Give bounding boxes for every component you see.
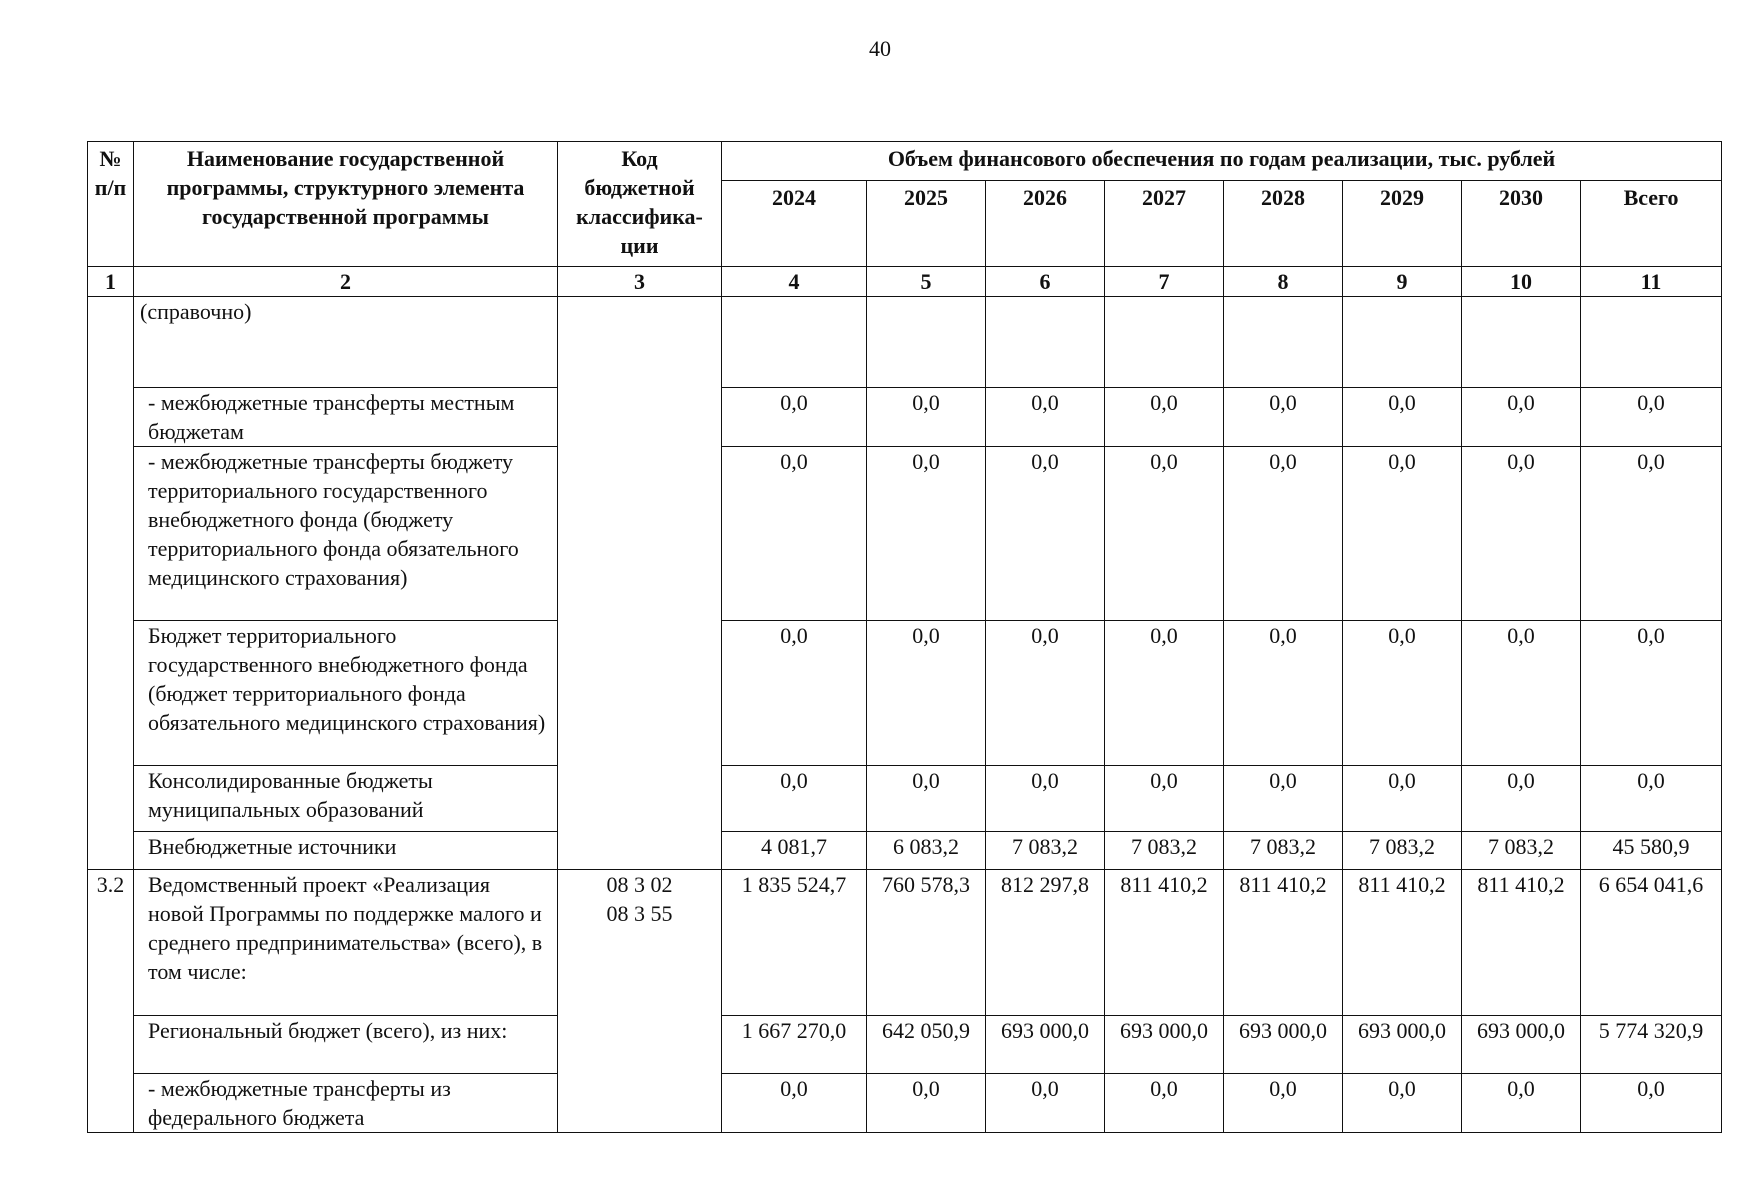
value-cell: 6 654 041,6 [1581,870,1722,1016]
table-row [88,1016,1722,1074]
value-cell: 7 083,2 [1105,832,1224,870]
value-cell: 693 000,0 [1224,1016,1343,1074]
header-year: 2025 [867,181,986,267]
table-row [88,870,1722,1016]
value-cell: 0,0 [1462,447,1581,621]
value-cell: 0,0 [722,447,867,621]
value-cell: 0,0 [1105,766,1224,832]
value-cell: 811 410,2 [1462,870,1581,1016]
value-cell: 0,0 [1581,621,1722,766]
value-cell: 0,0 [867,1074,986,1133]
value-cell: 0,0 [1224,388,1343,447]
value-cell: 0,0 [722,766,867,832]
value-cell: 0,0 [1581,388,1722,447]
value-cell: 0,0 [1462,388,1581,447]
value-cell: 0,0 [722,1074,867,1133]
value-cell: 0,0 [867,621,986,766]
header-col-code: Код бюджетной классифика-ции [558,142,722,267]
value-cell: 0,0 [722,621,867,766]
column-number: 6 [986,267,1105,297]
budget-code: 08 3 02 [606,872,673,898]
table-row [88,766,1722,832]
header-year: 2027 [1105,181,1224,267]
value-cell: 760 578,3 [867,870,986,1016]
value-cell [722,297,867,388]
row-name: Внебюджетные источники [134,832,558,870]
header-row [88,142,1722,181]
value-cell: 0,0 [1343,388,1462,447]
value-cell: 0,0 [1462,766,1581,832]
value-cell [1343,297,1462,388]
table-row [88,388,1722,447]
header-year: 2029 [1343,181,1462,267]
value-cell: 0,0 [986,388,1105,447]
value-cell: 693 000,0 [1462,1016,1581,1074]
page-number: 40 [869,36,891,61]
value-cell: 0,0 [1462,621,1581,766]
value-cell [1581,297,1722,388]
row-name: Ведомственный проект «Реализация новой Программы по поддержке малого и среднего предпринимательства» (всего), в том числе: [134,870,558,1016]
header-year: 2026 [986,181,1105,267]
header-year: 2024 [722,181,867,267]
value-cell: 7 083,2 [1462,832,1581,870]
value-cell: 811 410,2 [1105,870,1224,1016]
table-row [88,297,1722,388]
budget-code: 08 3 55 [606,901,673,927]
value-cell: 7 083,2 [986,832,1105,870]
value-cell: 811 410,2 [1224,870,1343,1016]
row-name: - межбюджетные трансферты бюджету территориального государственного внебюджетного фонда (бюджету территориального фонда обязательного медицинского страхования) [134,447,558,621]
value-cell: 0,0 [1105,621,1224,766]
table-row [88,1074,1722,1133]
value-cell [1224,297,1343,388]
value-cell: 0,0 [1581,1074,1722,1133]
column-number: 4 [722,267,867,297]
value-cell: 0,0 [867,766,986,832]
value-cell: 0,0 [1343,1074,1462,1133]
table-row [88,621,1722,766]
value-cell: 812 297,8 [986,870,1105,1016]
row-name: Консолидированные бюджеты муниципальных образований [134,766,558,832]
header-col-name: Наименование государственной программы, структурного элемента государственной программы [134,142,558,267]
value-cell: 642 050,9 [867,1016,986,1074]
row-name: Региональный бюджет (всего), из них: [134,1016,558,1074]
value-cell: 7 083,2 [1224,832,1343,870]
header-col-no: № п/п [88,142,134,267]
value-cell: 0,0 [1224,621,1343,766]
value-cell [867,297,986,388]
column-number: 9 [1343,267,1462,297]
value-cell: 693 000,0 [1343,1016,1462,1074]
column-number: 10 [1462,267,1581,297]
column-number: 11 [1581,267,1722,297]
value-cell: 0,0 [986,766,1105,832]
value-cell: 0,0 [1105,447,1224,621]
budget-code-cell [558,297,722,870]
value-cell: 0,0 [986,621,1105,766]
value-cell: 6 083,2 [867,832,986,870]
header-year: 2028 [1224,181,1343,267]
value-cell [1105,297,1224,388]
column-number: 1 [88,267,134,297]
value-cell [986,297,1105,388]
value-cell: 0,0 [867,388,986,447]
value-cell: 0,0 [1343,621,1462,766]
value-cell: 0,0 [1343,447,1462,621]
value-cell: 45 580,9 [1581,832,1722,870]
financing-table [87,141,1722,1133]
value-cell: 0,0 [722,388,867,447]
row-name: - межбюджетные трансферты местным бюджетам [134,388,558,447]
table-row [88,832,1722,870]
value-cell: 0,0 [1343,766,1462,832]
value-cell: 0,0 [1462,1074,1581,1133]
column-number: 8 [1224,267,1343,297]
column-number: 7 [1105,267,1224,297]
table-row [88,447,1722,621]
row-name: (справочно) [134,297,558,388]
column-number: 5 [867,267,986,297]
value-cell: 0,0 [986,1074,1105,1133]
value-cell: 0,0 [1581,447,1722,621]
budget-code-cell [558,870,722,1133]
column-number: 3 [558,267,722,297]
row-number-cell [88,297,134,870]
value-cell: 0,0 [1105,1074,1224,1133]
value-cell: 0,0 [1224,447,1343,621]
header-col-volume: Объем финансового обеспечения по годам реализации, тыс. рублей [722,142,1722,181]
column-numbers-row [88,267,1722,297]
value-cell: 0,0 [1581,766,1722,832]
value-cell: 4 081,7 [722,832,867,870]
value-cell [1462,297,1581,388]
row-number: 3.2 [88,870,134,1133]
value-cell: 693 000,0 [1105,1016,1224,1074]
value-cell: 811 410,2 [1343,870,1462,1016]
row-name: Бюджет территориального государственного внебюджетного фонда (бюджет территориального фонда обязательного медицинского страхования) [134,621,558,766]
header-total: Всего [1581,181,1722,267]
value-cell: 693 000,0 [986,1016,1105,1074]
value-cell: 7 083,2 [1343,832,1462,870]
value-cell: 0,0 [867,447,986,621]
header-year: 2030 [1462,181,1581,267]
value-cell: 0,0 [1224,1074,1343,1133]
value-cell: 1 835 524,7 [722,870,867,1016]
value-cell: 0,0 [1224,766,1343,832]
value-cell: 5 774 320,9 [1581,1016,1722,1074]
column-number: 2 [134,267,558,297]
value-cell: 1 667 270,0 [722,1016,867,1074]
row-name: - межбюджетные трансферты из федерального бюджета [134,1074,558,1133]
value-cell: 0,0 [986,447,1105,621]
value-cell: 0,0 [1105,388,1224,447]
